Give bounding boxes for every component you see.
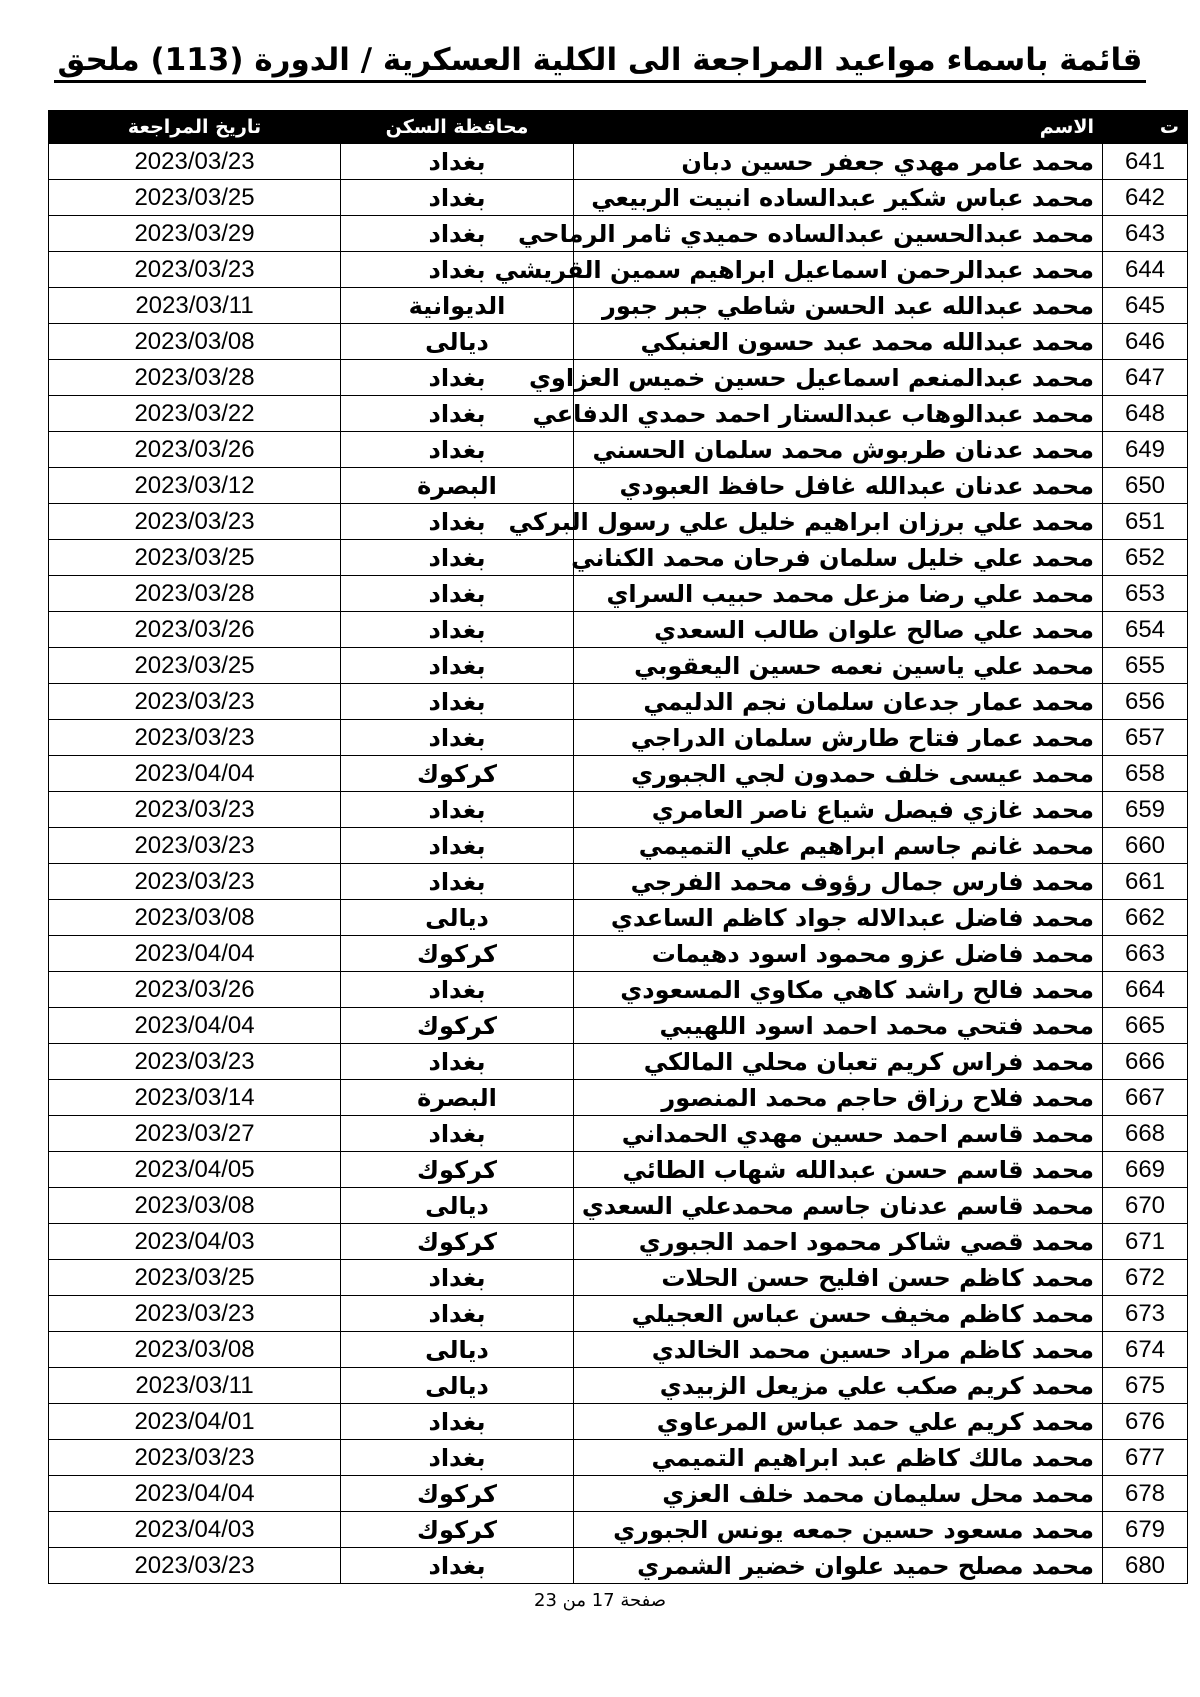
row-date: 2023/03/29 bbox=[49, 216, 341, 252]
table-row bbox=[49, 288, 1188, 324]
table-row bbox=[49, 792, 1188, 828]
row-date: 2023/03/14 bbox=[49, 1080, 341, 1116]
row-name: محمد غازي فيصل شياع ناصر العامري bbox=[574, 792, 1103, 828]
row-name: محمد علي صالح علوان طالب السعدي bbox=[574, 612, 1103, 648]
row-number: 667 bbox=[1103, 1080, 1188, 1116]
table-row bbox=[49, 1404, 1188, 1440]
row-name: محمد عدنان عبدالله غافل حافظ العبودي bbox=[574, 468, 1103, 504]
row-date: 2023/03/25 bbox=[49, 648, 341, 684]
row-name: محمد مالك كاظم عبد ابراهيم التميمي bbox=[574, 1440, 1103, 1476]
row-date: 2023/04/04 bbox=[49, 1476, 341, 1512]
row-number: 674 bbox=[1103, 1332, 1188, 1368]
row-number: 668 bbox=[1103, 1116, 1188, 1152]
row-date: 2023/03/27 bbox=[49, 1116, 341, 1152]
row-province: بغداد bbox=[341, 252, 574, 288]
row-number: 680 bbox=[1103, 1548, 1188, 1584]
row-date: 2023/03/23 bbox=[49, 720, 341, 756]
row-province: كركوك bbox=[341, 1512, 574, 1548]
row-number: 650 bbox=[1103, 468, 1188, 504]
page-footer: صفحة 17 من 23 bbox=[534, 1590, 666, 1611]
row-province: كركوك bbox=[341, 1476, 574, 1512]
row-number: 652 bbox=[1103, 540, 1188, 576]
row-province: بغداد bbox=[341, 864, 574, 900]
row-date: 2023/03/23 bbox=[49, 1296, 341, 1332]
row-number: 662 bbox=[1103, 900, 1188, 936]
row-number: 653 bbox=[1103, 576, 1188, 612]
row-name: محمد كاظم حسن افليح حسن الحلات bbox=[574, 1260, 1103, 1296]
row-province: ديالى bbox=[341, 1332, 574, 1368]
row-date: 2023/04/04 bbox=[49, 1008, 341, 1044]
row-number: 646 bbox=[1103, 324, 1188, 360]
row-number: 641 bbox=[1103, 144, 1188, 180]
row-province: بغداد bbox=[341, 396, 574, 432]
row-date: 2023/03/25 bbox=[49, 1260, 341, 1296]
row-name: محمد علي ياسين نعمه حسين اليعقوبي bbox=[574, 648, 1103, 684]
row-name: محمد كاظم مراد حسين محمد الخالدي bbox=[574, 1332, 1103, 1368]
row-date: 2023/03/25 bbox=[49, 180, 341, 216]
row-name: محمد علي برزان ابراهيم خليل علي رسول البركي bbox=[574, 504, 1103, 540]
row-number: 658 bbox=[1103, 756, 1188, 792]
row-province: بغداد bbox=[341, 432, 574, 468]
row-number: 672 bbox=[1103, 1260, 1188, 1296]
header-date: تاريخ المراجعة bbox=[49, 111, 341, 144]
header-province: محافظة السكن bbox=[341, 111, 574, 144]
row-date: 2023/04/01 bbox=[49, 1404, 341, 1440]
row-name: محمد عمار فتاح طارش سلمان الدراجي bbox=[574, 720, 1103, 756]
table-row bbox=[49, 576, 1188, 612]
row-date: 2023/03/23 bbox=[49, 1548, 341, 1584]
row-name: محمد فاضل عبدالاله جواد كاظم الساعدي bbox=[574, 900, 1103, 936]
table-body bbox=[49, 144, 1188, 1584]
row-date: 2023/03/23 bbox=[49, 252, 341, 288]
row-province: بغداد bbox=[341, 792, 574, 828]
row-name: محمد غانم جاسم ابراهيم علي التميمي bbox=[574, 828, 1103, 864]
row-date: 2023/04/05 bbox=[49, 1152, 341, 1188]
row-province: كركوك bbox=[341, 756, 574, 792]
row-number: 663 bbox=[1103, 936, 1188, 972]
row-province: بغداد bbox=[341, 720, 574, 756]
table-row bbox=[49, 1116, 1188, 1152]
row-name: محمد عدنان طربوش محمد سلمان الحسني bbox=[574, 432, 1103, 468]
row-number: 655 bbox=[1103, 648, 1188, 684]
table-row bbox=[49, 972, 1188, 1008]
row-name: محمد مصلح حميد علوان خضير الشمري bbox=[574, 1548, 1103, 1584]
row-name: محمد عبدالله محمد عبد حسون العنبكي bbox=[574, 324, 1103, 360]
row-number: 660 bbox=[1103, 828, 1188, 864]
row-number: 678 bbox=[1103, 1476, 1188, 1512]
table-row bbox=[49, 756, 1188, 792]
row-number: 647 bbox=[1103, 360, 1188, 396]
row-number: 659 bbox=[1103, 792, 1188, 828]
row-date: 2023/04/03 bbox=[49, 1224, 341, 1260]
row-number: 648 bbox=[1103, 396, 1188, 432]
row-date: 2023/04/04 bbox=[49, 936, 341, 972]
row-date: 2023/03/23 bbox=[49, 792, 341, 828]
row-name: محمد فتحي محمد احمد اسود اللهيبي bbox=[574, 1008, 1103, 1044]
table-row bbox=[49, 612, 1188, 648]
row-date: 2023/03/25 bbox=[49, 540, 341, 576]
row-number: 679 bbox=[1103, 1512, 1188, 1548]
table-row bbox=[49, 684, 1188, 720]
row-province: بغداد bbox=[341, 612, 574, 648]
row-number: 661 bbox=[1103, 864, 1188, 900]
table-row bbox=[49, 648, 1188, 684]
row-province: بغداد bbox=[341, 1548, 574, 1584]
row-province: كركوك bbox=[341, 1008, 574, 1044]
row-province: بغداد bbox=[341, 180, 574, 216]
row-name: محمد عباس شكير عبدالساده انبيت الربيعي bbox=[574, 180, 1103, 216]
row-number: 677 bbox=[1103, 1440, 1188, 1476]
row-date: 2023/03/23 bbox=[49, 864, 341, 900]
row-date: 2023/03/23 bbox=[49, 828, 341, 864]
row-name: محمد فراس كريم تعبان محلي المالكي bbox=[574, 1044, 1103, 1080]
table-row bbox=[49, 1008, 1188, 1044]
row-number: 673 bbox=[1103, 1296, 1188, 1332]
row-province: بغداد bbox=[341, 684, 574, 720]
row-province: بغداد bbox=[341, 1296, 574, 1332]
row-date: 2023/04/03 bbox=[49, 1512, 341, 1548]
row-date: 2023/03/26 bbox=[49, 972, 341, 1008]
table-row bbox=[49, 468, 1188, 504]
table-row bbox=[49, 252, 1188, 288]
row-province: ديالى bbox=[341, 1188, 574, 1224]
table-row bbox=[49, 1044, 1188, 1080]
document-title-text: قائمة باسماء مواعيد المراجعة الى الكلية العسكرية / الدورة (113) ملحق bbox=[54, 42, 1147, 83]
header-name: الاسم bbox=[574, 111, 1103, 144]
row-name: محمد كريم علي حمد عباس المرعاوي bbox=[574, 1404, 1103, 1440]
row-date: 2023/03/08 bbox=[49, 324, 341, 360]
row-province: كركوك bbox=[341, 936, 574, 972]
table-row bbox=[49, 1080, 1188, 1116]
table-row bbox=[49, 360, 1188, 396]
table-row bbox=[49, 1152, 1188, 1188]
row-province: بغداد bbox=[341, 540, 574, 576]
row-province: بغداد bbox=[341, 216, 574, 252]
table-row bbox=[49, 432, 1188, 468]
row-name: محمد عبدالوهاب عبدالستار احمد حمدي الدفاعي bbox=[574, 396, 1103, 432]
row-number: 644 bbox=[1103, 252, 1188, 288]
row-province: بغداد bbox=[341, 144, 574, 180]
row-number: 671 bbox=[1103, 1224, 1188, 1260]
row-date: 2023/03/23 bbox=[49, 504, 341, 540]
row-name: محمد كريم صكب علي مزيعل الزبيدي bbox=[574, 1368, 1103, 1404]
row-number: 669 bbox=[1103, 1152, 1188, 1188]
appointments-table bbox=[48, 110, 1188, 1584]
table-row bbox=[49, 720, 1188, 756]
row-name: محمد عمار جدعان سلمان نجم الدليمي bbox=[574, 684, 1103, 720]
table-row bbox=[49, 828, 1188, 864]
row-province: بغداد bbox=[341, 576, 574, 612]
table-row bbox=[49, 1548, 1188, 1584]
row-province: بغداد bbox=[341, 1044, 574, 1080]
row-province: بغداد bbox=[341, 1260, 574, 1296]
row-date: 2023/03/23 bbox=[49, 1440, 341, 1476]
row-date: 2023/03/08 bbox=[49, 900, 341, 936]
row-name: محمد قاسم عدنان جاسم محمدعلي السعدي bbox=[574, 1188, 1103, 1224]
row-name: محمد عبدالرحمن اسماعيل ابراهيم سمين القريشي bbox=[574, 252, 1103, 288]
row-number: 670 bbox=[1103, 1188, 1188, 1224]
table-row bbox=[49, 900, 1188, 936]
row-date: 2023/03/26 bbox=[49, 612, 341, 648]
row-name: محمد محل سليمان محمد خلف العزي bbox=[574, 1476, 1103, 1512]
row-province: ديالى bbox=[341, 1368, 574, 1404]
table-row bbox=[49, 504, 1188, 540]
table-row bbox=[49, 1260, 1188, 1296]
table-row bbox=[49, 1368, 1188, 1404]
row-name: محمد كاظم مخيف حسن عباس العجيلي bbox=[574, 1296, 1103, 1332]
row-number: 649 bbox=[1103, 432, 1188, 468]
row-name: محمد فاضل عزو محمود اسود دهيمات bbox=[574, 936, 1103, 972]
row-date: 2023/03/08 bbox=[49, 1188, 341, 1224]
row-date: 2023/03/23 bbox=[49, 1044, 341, 1080]
table-row bbox=[49, 1476, 1188, 1512]
table-row bbox=[49, 180, 1188, 216]
row-name: محمد فالح راشد كاهي مكاوي المسعودي bbox=[574, 972, 1103, 1008]
table-header-row bbox=[49, 111, 1188, 144]
row-name: محمد عبدالمنعم اسماعيل حسين خميس العزاوي bbox=[574, 360, 1103, 396]
row-name: محمد قصي شاكر محمود احمد الجبوري bbox=[574, 1224, 1103, 1260]
row-province: ديالى bbox=[341, 324, 574, 360]
row-date: 2023/03/22 bbox=[49, 396, 341, 432]
table-row bbox=[49, 396, 1188, 432]
table-row bbox=[49, 1332, 1188, 1368]
row-name: محمد عبدالحسين عبدالساده حميدي ثامر الرماحي bbox=[574, 216, 1103, 252]
row-number: 645 bbox=[1103, 288, 1188, 324]
table-row bbox=[49, 1512, 1188, 1548]
row-date: 2023/03/23 bbox=[49, 684, 341, 720]
row-date: 2023/03/26 bbox=[49, 432, 341, 468]
table-row bbox=[49, 324, 1188, 360]
row-name: محمد عامر مهدي جعفر حسين دبان bbox=[574, 144, 1103, 180]
row-province: بغداد bbox=[341, 1440, 574, 1476]
table-row bbox=[49, 1188, 1188, 1224]
table-row bbox=[49, 1440, 1188, 1476]
header-no: ت bbox=[1103, 111, 1188, 144]
row-name: محمد علي رضا مزعل محمد حبيب السراي bbox=[574, 576, 1103, 612]
row-province: البصرة bbox=[341, 1080, 574, 1116]
row-number: 642 bbox=[1103, 180, 1188, 216]
row-name: محمد مسعود حسين جمعه يونس الجبوري bbox=[574, 1512, 1103, 1548]
row-number: 657 bbox=[1103, 720, 1188, 756]
row-date: 2023/03/28 bbox=[49, 360, 341, 396]
row-number: 664 bbox=[1103, 972, 1188, 1008]
row-number: 656 bbox=[1103, 684, 1188, 720]
row-date: 2023/03/23 bbox=[49, 144, 341, 180]
table-row bbox=[49, 936, 1188, 972]
row-province: بغداد bbox=[341, 504, 574, 540]
row-province: كركوك bbox=[341, 1224, 574, 1260]
row-province: بغداد bbox=[341, 1404, 574, 1440]
row-province: الديوانية bbox=[341, 288, 574, 324]
row-province: كركوك bbox=[341, 1152, 574, 1188]
row-province: بغداد bbox=[341, 648, 574, 684]
row-province: بغداد bbox=[341, 972, 574, 1008]
row-date: 2023/03/28 bbox=[49, 576, 341, 612]
row-name: محمد قاسم حسن عبدالله شهاب الطائي bbox=[574, 1152, 1103, 1188]
row-province: بغداد bbox=[341, 1116, 574, 1152]
row-number: 676 bbox=[1103, 1404, 1188, 1440]
row-name: محمد عيسى خلف حمدون لجي الجبوري bbox=[574, 756, 1103, 792]
row-date: 2023/04/04 bbox=[49, 756, 341, 792]
row-name: محمد فلاح رزاق حاجم محمد المنصور bbox=[574, 1080, 1103, 1116]
row-number: 654 bbox=[1103, 612, 1188, 648]
row-province: ديالى bbox=[341, 900, 574, 936]
table-row bbox=[49, 540, 1188, 576]
row-name: محمد عبدالله عبد الحسن شاطي جبر جبور bbox=[574, 288, 1103, 324]
table-row bbox=[49, 1224, 1188, 1260]
table-row bbox=[49, 216, 1188, 252]
table-row bbox=[49, 144, 1188, 180]
row-number: 651 bbox=[1103, 504, 1188, 540]
row-name: محمد فارس جمال رؤوف محمد الفرجي bbox=[574, 864, 1103, 900]
row-name: محمد قاسم احمد حسين مهدي الحمداني bbox=[574, 1116, 1103, 1152]
row-province: بغداد bbox=[341, 828, 574, 864]
row-date: 2023/03/08 bbox=[49, 1332, 341, 1368]
row-date: 2023/03/11 bbox=[49, 288, 341, 324]
row-province: البصرة bbox=[341, 468, 574, 504]
row-number: 675 bbox=[1103, 1368, 1188, 1404]
row-number: 666 bbox=[1103, 1044, 1188, 1080]
row-number: 643 bbox=[1103, 216, 1188, 252]
row-province: بغداد bbox=[341, 360, 574, 396]
document-title bbox=[0, 42, 1200, 78]
row-number: 665 bbox=[1103, 1008, 1188, 1044]
row-date: 2023/03/12 bbox=[49, 468, 341, 504]
row-name: محمد علي خليل سلمان فرحان محمد الكناني bbox=[574, 540, 1103, 576]
table-row bbox=[49, 1296, 1188, 1332]
row-date: 2023/03/11 bbox=[49, 1368, 341, 1404]
table-row bbox=[49, 864, 1188, 900]
